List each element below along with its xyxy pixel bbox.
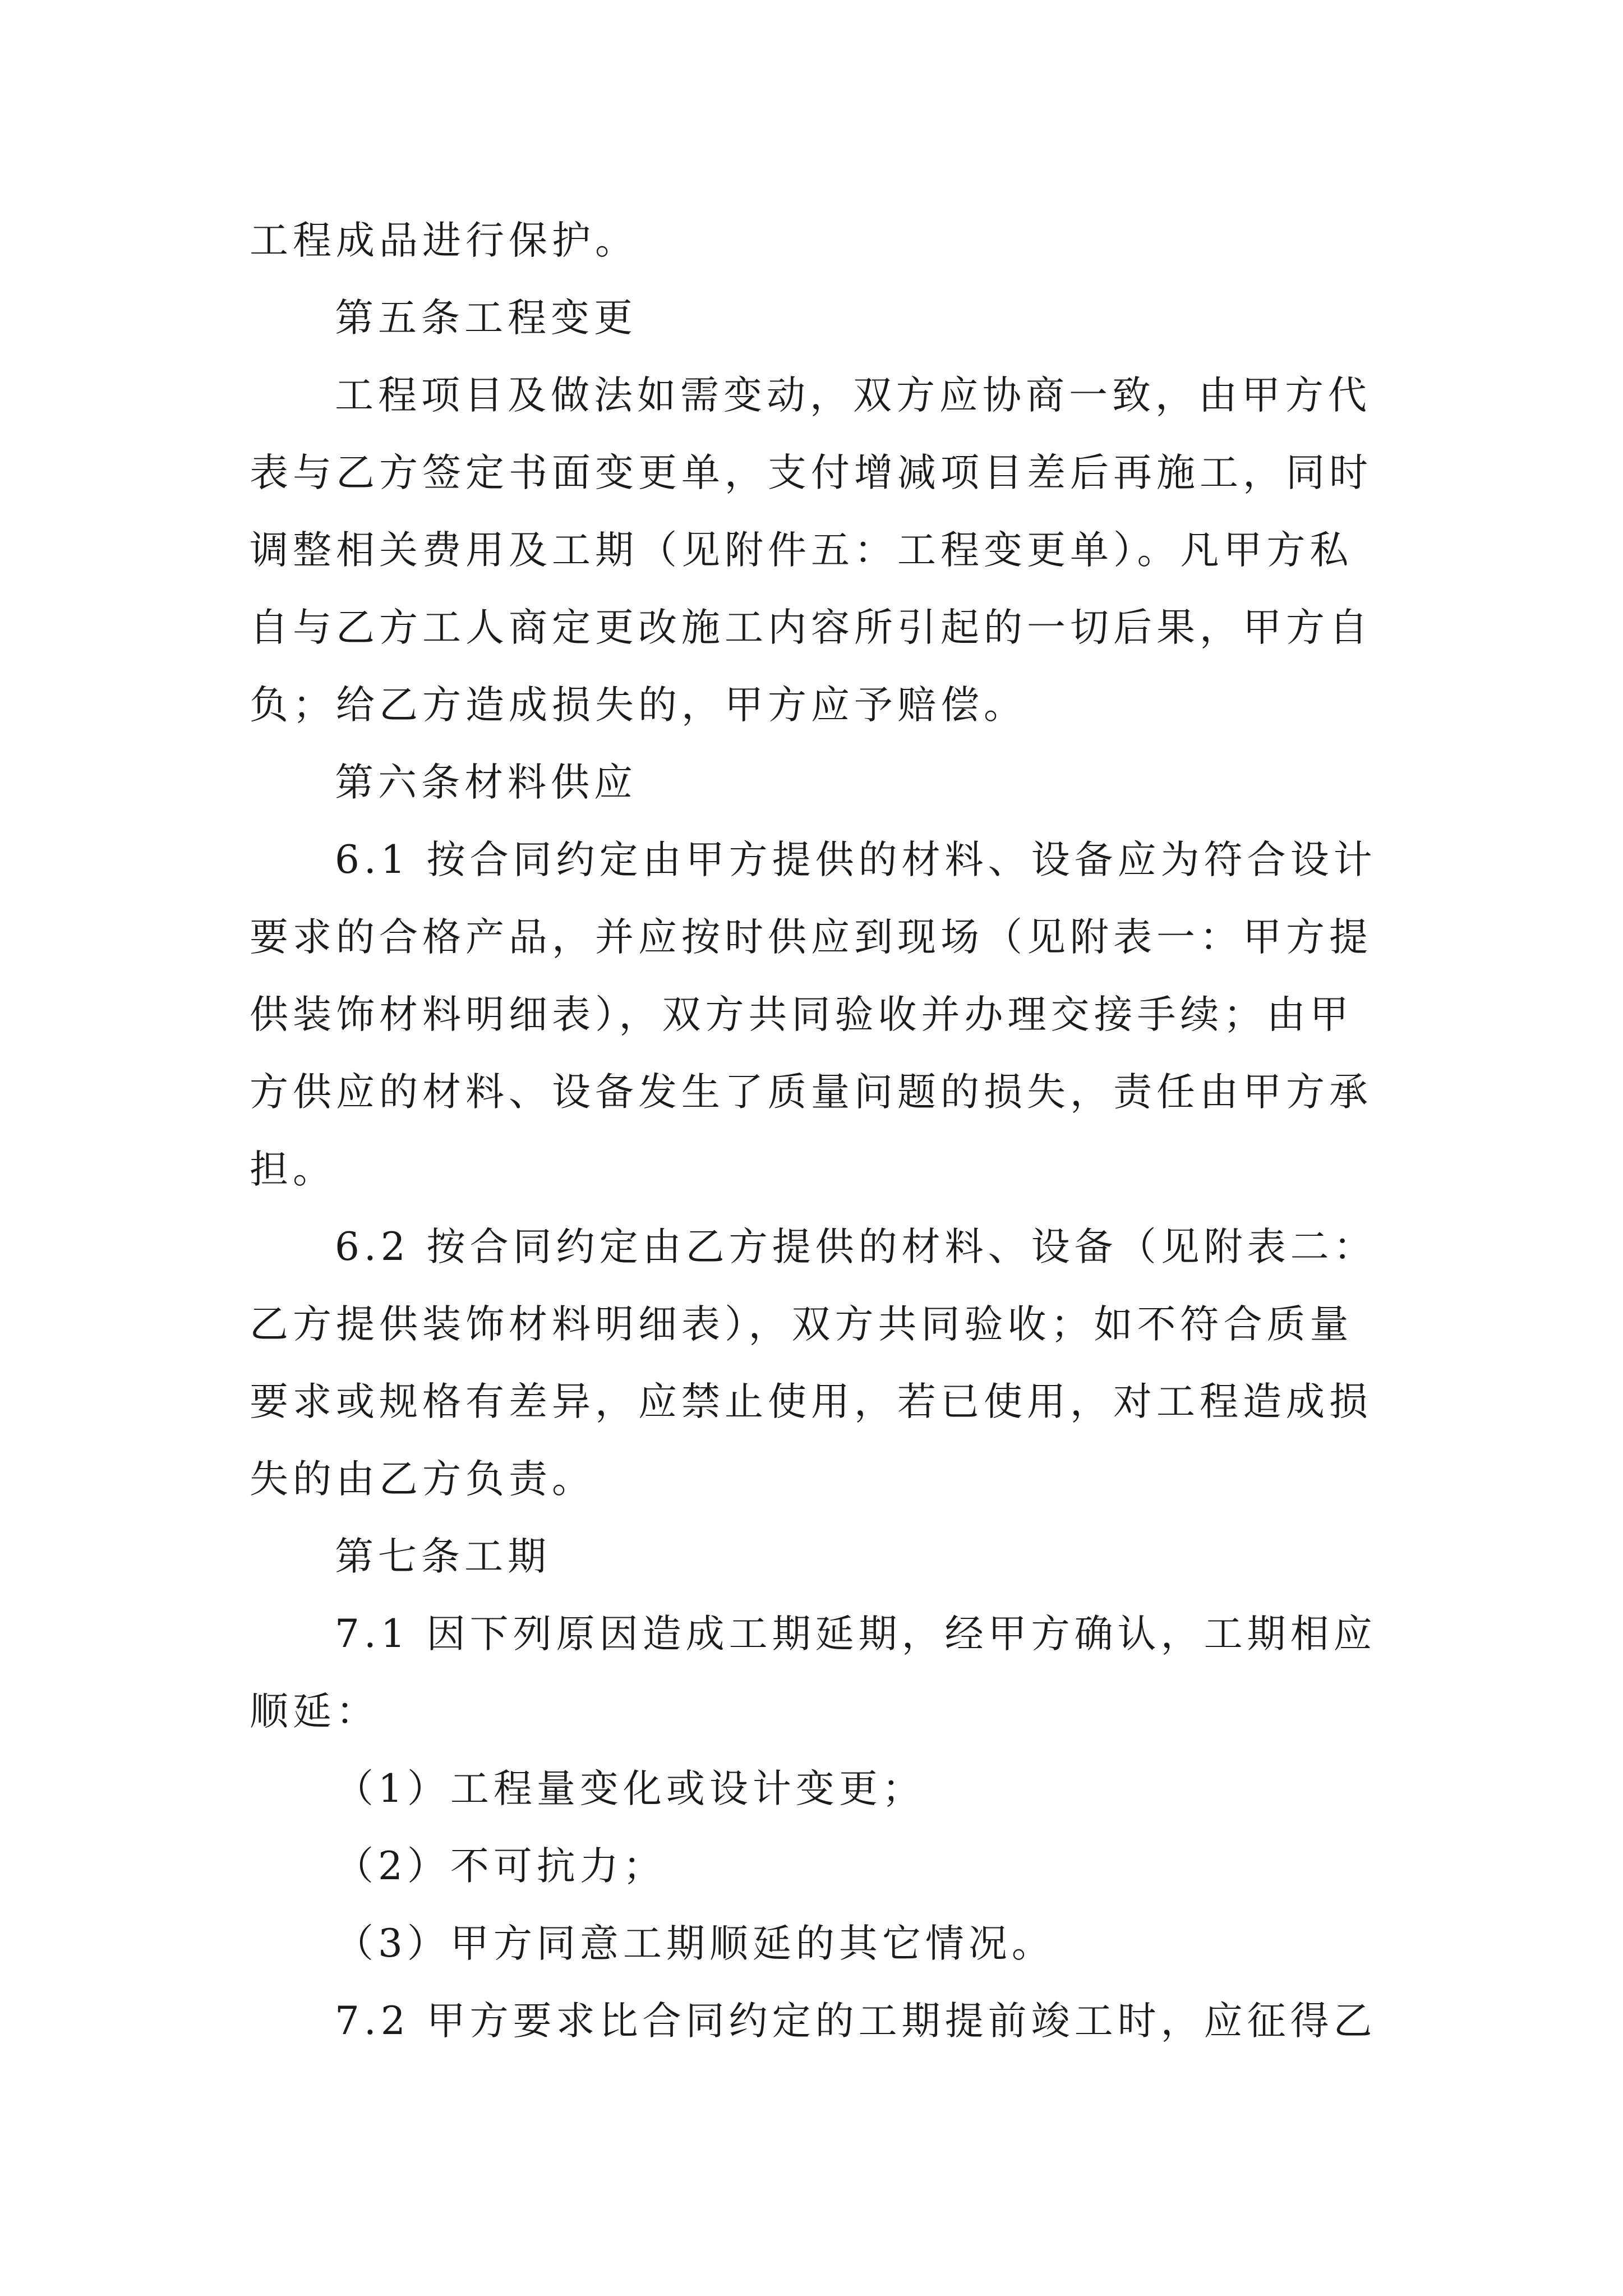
text-line: 第六条材料供应 [335,760,637,805]
text-line: （3）甲方同意工期顺延的其它情况。 [335,1921,1055,1966]
text-line: 担。 [250,1147,336,1192]
contract-text [250,202,1382,2060]
text-line: 调整相关费用及工期（见附件五：工程变更单）。凡甲方私 [250,528,1353,573]
text-line: 工程成品进行保护。 [250,218,638,263]
text-line: 乙方提供装饰材料明细表），双方共同验收；如不符合质量 [250,1302,1353,1347]
text-line: 负；给乙方造成损失的，甲方应予赔偿。 [250,683,1027,728]
text-line: 要求或规格有差异，应禁止使用，若已使用，对工程造成损 [250,1379,1372,1424]
text-line: 失的由乙方负责。 [250,1457,595,1502]
text-line: 工程项目及做法如需变动，双方应协商一致，由甲方代 [335,373,1371,418]
text-line: 7.1 因下列原因造成工期延期，经甲方确认，工期相应 [335,1612,1377,1657]
text-line: 6.2 按合同约定由乙方提供的材料、设备（见附表二： [335,1225,1377,1269]
text-line: 自与乙方工人商定更改施工内容所引起的一切后果，甲方自 [250,605,1372,650]
text-line: 表与乙方签定书面变更单，支付增减项目差后再施工，同时 [250,450,1372,495]
text-line: 顺延： [250,1689,379,1734]
text-line: （1）工程量变化或设计变更； [335,1766,925,1811]
text-line: 第七条工期 [335,1534,551,1579]
text-line: 第五条工程变更 [335,296,637,341]
text-line: 要求的合格产品，并应按时供应到现场（见附表一：甲方提 [250,915,1372,960]
text-line: 6.1 按合同约定由甲方提供的材料、设备应为符合设计 [335,838,1377,882]
text-line: 方供应的材料、设备发生了质量问题的损失，责任由甲方承 [250,1070,1372,1115]
text-line: 7.2 甲方要求比合同约定的工期提前竣工时，应征得乙 [335,1999,1377,2044]
text-line: （2）不可抗力； [335,1844,666,1889]
text-line: 供装饰材料明细表），双方共同验收并办理交接手续；由甲 [250,992,1353,1037]
